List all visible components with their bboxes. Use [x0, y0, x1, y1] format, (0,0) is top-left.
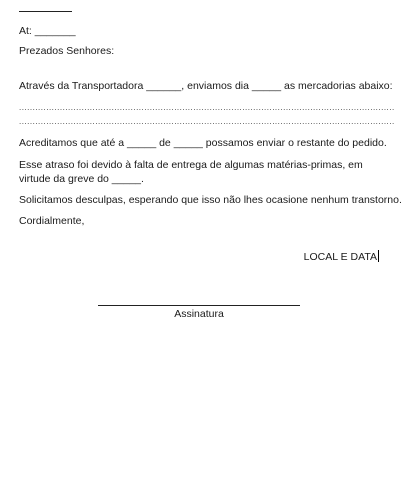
- dotted-line-2: ..........................................................................................................................................: [19, 117, 395, 126]
- closing: Cordialmente,: [19, 215, 85, 227]
- dotted-line-1: ..........................................................................................................................................: [19, 103, 395, 112]
- paragraph-transport: Através da Transportadora ______, enviamos dia _____ as mercadorias abaixo:: [19, 80, 393, 92]
- paragraph-remaining-order: Acreditamos que até a _____ de _____ possamos enviar o restante do pedido.: [19, 137, 387, 149]
- signature-rule: [98, 305, 300, 306]
- paragraph-apology: Solicitamos desculpas, esperando que isso não lhes ocasione nenhum transtorno.: [19, 194, 402, 206]
- signature-label: Assinatura: [174, 308, 224, 320]
- at-line: At: _______: [19, 25, 76, 37]
- paragraph-delay: Esse atraso foi devido à falta de entrega de algumas matérias-primas, em virtude da greve do _____.: [19, 159, 363, 185]
- local-and-date-text: LOCAL E DATA: [303, 251, 377, 263]
- top-blank-rule: [19, 11, 72, 12]
- text-cursor: [378, 250, 379, 262]
- local-and-date-field[interactable]: [304, 250, 379, 264]
- salutation: Prezados Senhores:: [19, 45, 115, 57]
